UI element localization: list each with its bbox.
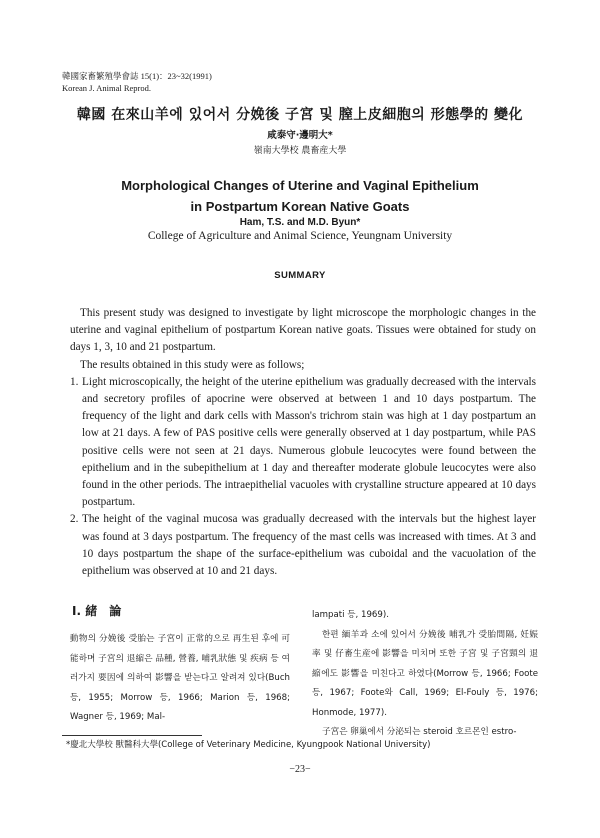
english-title-line-2: in Postpartum Korean Native Goats (190, 199, 410, 214)
introduction-right-column (312, 606, 538, 743)
author-footnote: *慶北大學校 獸醫科大學(College of Veterinary Medicine, Kyungpook National University) (66, 740, 431, 750)
journal-citation (62, 70, 212, 94)
result-number: 2. (70, 513, 79, 526)
footnote-divider (62, 735, 202, 736)
introduction-continuation: lampati 등, 1969). (312, 610, 389, 620)
summary-intro: This present study was designed to investigate by light microscope the morphologic changes in the uterine and vaginal epithelium of postpartum Korean native goats. Tissues were obtained for study on days 1, 3, 10 and 21 postpartum. (70, 307, 536, 354)
english-affiliation: College of Agriculture and Animal Science, Yeungnam University (147, 230, 453, 242)
result-item-2 (70, 511, 536, 580)
summary-body (70, 305, 536, 580)
korean-title: 韓國 在來山羊에 있어서 分娩後 子宮 및 膣上皮細胞의 形態學的 變化 (76, 107, 524, 123)
summary-heading: SUMMARY (274, 270, 326, 281)
english-title-line-1: Morphological Changes of Uterine and Vaginal Epithelium (121, 178, 479, 193)
result-text: The height of the vaginal mucosa was gradually decreased with the intervals but the highest layer was found at 3 days postpartum. The frequency of the mast cells was increased with times. At 3 and 10 days postpartum the shape of the surface-epithelium was cuboidal and the vacuolation of the epithelium was observed at 10 and 21 days. (82, 513, 536, 578)
result-item-1 (70, 374, 536, 512)
korean-affiliation: 嶺南大學校 農畜産大學 (253, 146, 347, 156)
journal-name-korean: 韓國家畜繁殖學會誌 15(1)：23~32(1991) (62, 71, 212, 81)
introduction-paragraph: 한편 緬羊과 소에 있어서 分娩後 哺乳가 受胎間隔, 妊娠率 및 仔畜生産에 影響을 미치며 또한 子宮 및 子宮頸의 退縮에도 影響을 미친다고 하였다(Morrow 등, 1966; Foote 등, 1967; Foote와 Call, 1969; El-Fouly 등, 1976; Honmode, 1977). (312, 629, 538, 718)
english-authors: Ham, T.S. and M.D. Byun* (239, 217, 361, 228)
journal-name-english: Korean J. Animal Reprod. (62, 83, 151, 93)
result-number: 1. (70, 375, 79, 388)
korean-authors: 咸泰守·邊明大* (267, 130, 333, 141)
introduction-paragraph: 動物의 分娩後 受胎는 子宮이 正常的으로 再生된 후에 可能하며 子宮의 退縮은 品種, 營養, 哺乳狀態 및 疾病 등 여러가지 要因에 의하여 影響을 받는다고 알려져 있다(Buch 등, 1955; Morrow 등, 1966; Marion 등, 1968; Wagner 등, 1969; Mal- (70, 634, 290, 722)
introduction-paragraph: 子宮은 卵巢에서 分泌되는 steroid 호르몬인 estro- (322, 727, 517, 737)
page-number: −23− (289, 764, 311, 775)
introduction-heading: Ⅰ. 緒 論 (72, 604, 122, 618)
result-text: Light microscopically, the height of the uterine epithelium was gradually decreased with the intervals and secretory profiles of apocrine were observed at between 1 and 10 days postpartum. The frequency of the light and dark cells with Masson's trichrom stain was high at 1 day postpartum an low at 21 days. A few of PAS positive cells were generally observed at 1 day postpartum, while PAS positive cells were not seen at 21 days. Numerous globule leucocytes were found between the epithelium and in the subepithelium at 1 day and thereafter moderate globule leucocytes were also found in the other periods. The intraepithelial vacuoles with crystalline structure appeared at 10 days postpartum. (82, 375, 536, 509)
english-title (0, 175, 600, 217)
introduction-left-column (70, 630, 290, 728)
summary-results-intro: The results obtained in this study were as follows; (80, 358, 305, 371)
